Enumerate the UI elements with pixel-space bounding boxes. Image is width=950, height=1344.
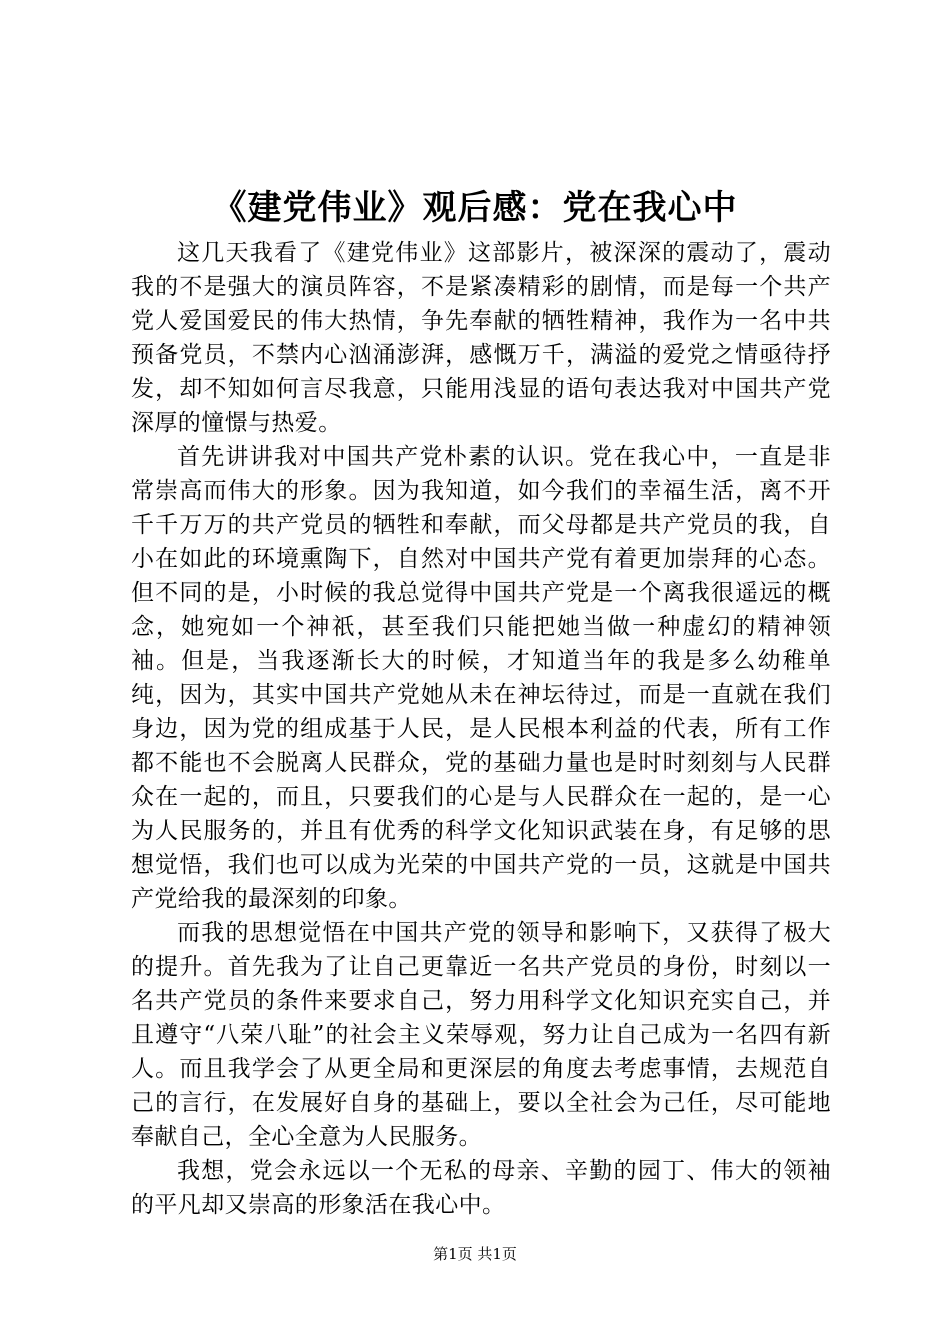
document-title: 《建党伟业》观后感：党在我心中 (212, 188, 738, 228)
paragraph: 首先讲讲我对中国共产党朴素的认识。党在我心中，一直是非常崇高而伟大的形象。因为我知道，如今我们的幸福生活，离不开千千万万的共产党员的牺牲和奉献，而父母都是共产党员的我，自小在如此的环境熏陶下，自然对中国共产党有着更加崇拜的心态。但不同的是，小时候的我总觉得中国共产党是一个离我很遥远的概念，她宛如一个神祇，甚至我们只能把她当做一种虚幻的精神领袖。但是，当我逐渐长大的时候，才知道当年的我是多么幼稚单纯，因为，其实中国共产党她从未在神坛待过，而是一直就在我们身边，因为党的组成基于人民，是人民根本利益的代表，所有工作都不能也不会脱离人民群众，党的基础力量也是时时刻刻与人民群众在一起的，而且，只要我们的心是与人民群众在一起的，是一心为人民服务的，并且有优秀的科学文化知识武装在身，有足够的思想觉悟，我们也可以成为光荣的中国共产党的一员，这就是中国共产党给我的最深刻的印象。 (131, 444, 831, 912)
document-body (131, 236, 831, 1222)
page-footer: 第1页 共1页 (433, 1245, 517, 1263)
paragraph: 这几天我看了《建党伟业》这部影片，被深深的震动了，震动我的不是强大的演员阵容，不是紧凑精彩的剧情，而是每一个共产党人爱国爱民的伟大热情，争先奉献的牺牲精神，我作为一名中共预备党员，不禁内心汹涌澎湃，感慨万千，满溢的爱党之情亟待抒发，却不知如何言尽我意，只能用浅显的语句表达我对中国共产党深厚的憧憬与热爱。 (131, 240, 831, 436)
paragraph: 而我的思想觉悟在中国共产党的领导和影响下，又获得了极大的提升。首先我为了让自己更靠近一名共产党员的身份，时刻以一名共产党员的条件来要求自己，努力用科学文化知识充实自己，并且遵守“八荣八耻”的社会主义荣辱观，努力让自己成为一名四有新人。而且我学会了从更全局和更深层的角度去考虑事情，去规范自己的言行，在发展好自身的基础上，要以全社会为己任，尽可能地奉献自己，全心全意为人民服务。 (131, 920, 831, 1150)
paragraph: 我想，党会永远以一个无私的母亲、辛勤的园丁、伟大的领袖的平凡却又崇高的形象活在我心中。 (131, 1158, 831, 1218)
